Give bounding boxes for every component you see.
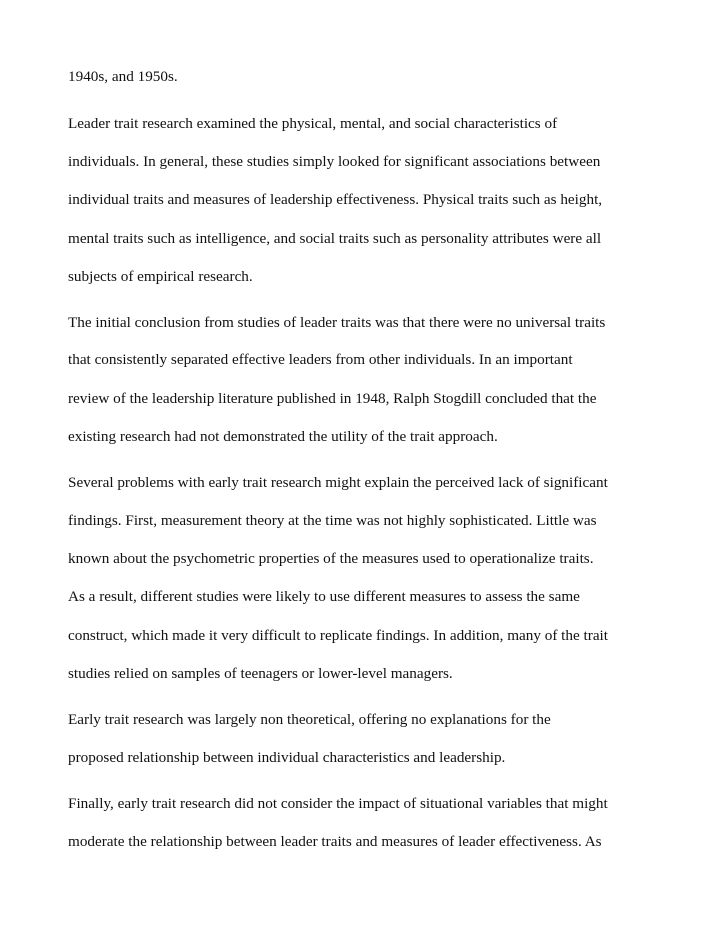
text-line: studies relied on samples of teenagers or lower-level managers.	[68, 665, 453, 682]
text-line: review of the leadership literature published in 1948, Ralph Stogdill concluded that the	[68, 390, 597, 407]
text-line: findings. First, measurement theory at the time was not highly sophisticated. Little was	[68, 512, 597, 529]
text-line: construct, which made it very difficult to replicate findings. In addition, many of the trait	[68, 627, 608, 644]
text-line: The initial conclusion from studies of leader traits was that there were no universal traits	[68, 314, 606, 331]
text-line: 1940s, and 1950s.	[68, 68, 178, 85]
text-line: known about the psychometric properties of the measures used to operationalize traits.	[68, 550, 594, 567]
text-line: proposed relationship between individual characteristics and leadership.	[68, 749, 506, 766]
text-line: Several problems with early trait research might explain the perceived lack of significant	[68, 474, 608, 491]
text-line: that consistently separated effective leaders from other individuals. In an important	[68, 351, 573, 368]
text-line: moderate the relationship between leader traits and measures of leader effectiveness. As	[68, 833, 602, 850]
text-line: As a result, different studies were likely to use different measures to assess the same	[68, 588, 580, 605]
text-line: Early trait research was largely non theoretical, offering no explanations for the	[68, 711, 551, 728]
text-line: individuals. In general, these studies simply looked for significant associations between	[68, 153, 601, 170]
text-line: existing research had not demonstrated the utility of the trait approach.	[68, 428, 498, 445]
text-line: subjects of empirical research.	[68, 268, 253, 285]
text-line: Finally, early trait research did not consider the impact of situational variables that might	[68, 795, 608, 812]
text-line: Leader trait research examined the physical, mental, and social characteristics of	[68, 115, 558, 132]
text-line: mental traits such as intelligence, and social traits such as personality attributes were all	[68, 230, 602, 247]
text-line: individual traits and measures of leadership effectiveness. Physical traits such as height,	[68, 191, 603, 208]
